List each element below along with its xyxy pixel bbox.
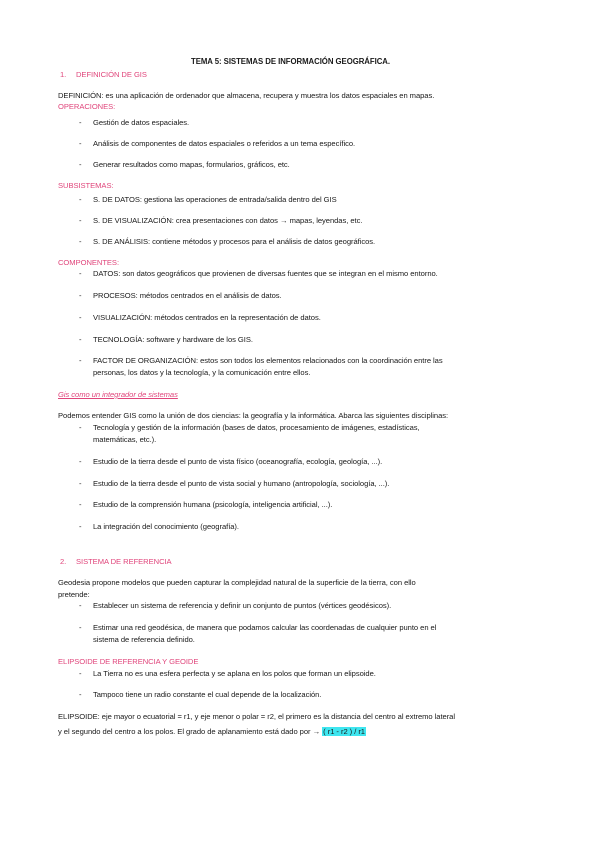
bullet-dash: -: [79, 237, 82, 246]
elipsoide-heading: ELIPSOIDE DE REFERENCIA Y GEOIDE: [58, 657, 199, 666]
integrador-item: Estudio de la tierra desde el punto de vista social y humano (antropología, sociología, ...).: [93, 479, 390, 488]
definition-text: es una aplicación de ordenador que almacena, recupera y muestra los datos espaciales en mapas.: [103, 91, 435, 100]
subsistemas-item: S. DE ANÁLISIS: contiene métodos y procesos para el análisis de datos geográficos.: [93, 237, 376, 246]
bullet-dash: -: [79, 139, 82, 148]
elipsoide-label: ELIPSOIDE:: [58, 712, 100, 721]
section-1-number: 1.: [60, 70, 67, 79]
operaciones-item: Generar resultados como mapas, formularios, gráficos, etc.: [93, 160, 290, 169]
operaciones-item: Gestión de datos espaciales.: [93, 118, 190, 127]
bullet-dash: -: [79, 601, 82, 610]
bullet-dash: -: [79, 195, 82, 204]
elipsoide-item: Tampoco tiene un radio constante el cual depende de la localización.: [93, 690, 322, 699]
integrador-heading: Gis como un integrador de sistemas: [58, 390, 178, 399]
document-title: TEMA 5: SISTEMAS DE INFORMACIÓN GEOGRÁFICA.: [191, 57, 390, 66]
componentes-item: VISUALIZACIÓN: métodos centrados en la representación de datos.: [93, 313, 321, 322]
subsistemas-heading: SUBSISTEMAS:: [58, 181, 114, 190]
integrador-item: La integración del conocimiento (geografía).: [93, 522, 239, 531]
section-2-heading: SISTEMA DE REFERENCIA: [76, 557, 172, 566]
elipsoide-definition: ELIPSOIDE: eje mayor o ecuatorial = r1, y eje menor o polar = r2, el primero es la distancia del centro al extremo lateral: [58, 712, 455, 721]
bullet-dash: -: [79, 457, 82, 466]
bullet-dash: -: [79, 522, 82, 531]
componentes-item-continuation: personas, los datos y la tecnología, y la comunicación entre ellos.: [93, 368, 311, 377]
integrador-intro: Podemos entender GIS como la unión de dos ciencias: la geografía y la informática. Abarca las siguientes disciplinas:: [58, 411, 449, 420]
section-1-heading: DEFINICIÓN DE GIS: [76, 70, 147, 79]
elipsoide-definition-continuation: y el segundo del centro a los polos. El grado de aplanamiento está dado por → ( r1 - r2 ) / r1: [58, 727, 365, 736]
integrador-item: Tecnología y gestión de la información (bases de datos, procesamiento de imágenes, estadísticas,: [93, 423, 420, 432]
bullet-dash: -: [79, 269, 82, 278]
geodesia-intro: Geodesia propone modelos que pueden capturar la complejidad natural de la superficie de la tierra, con ello: [58, 578, 416, 587]
bullet-dash: -: [79, 500, 82, 509]
bullet-dash: -: [79, 423, 82, 432]
operaciones-item: Análisis de componentes de datos espaciales o referidos a un tema específico.: [93, 139, 356, 148]
integrador-item: Estudio de la comprensión humana (psicología, inteligencia artificial, ...).: [93, 500, 333, 509]
integrador-item-continuation: matemáticas, etc.).: [93, 435, 157, 444]
integrador-item: Estudio de la tierra desde el punto de vista físico (oceanografía, ecología, geología, ...).: [93, 457, 383, 466]
operaciones-heading: OPERACIONES:: [58, 102, 116, 111]
bullet-dash: -: [79, 479, 82, 488]
bullet-dash: -: [79, 690, 82, 699]
componentes-item: FACTOR DE ORGANIZACIÓN: estos son todos los elementos relacionados con la coordinación entre las: [93, 356, 443, 365]
componentes-item: PROCESOS: métodos centrados en el análisis de datos.: [93, 291, 282, 300]
definition-paragraph: [58, 91, 434, 101]
componentes-item: TECNOLOGÍA: software y hardware de los GIS.: [93, 335, 253, 344]
componentes-item: DATOS: son datos geográficos que provienen de diversas fuentes que se integran en el mismo entorno.: [93, 269, 438, 278]
bullet-dash: -: [79, 669, 82, 678]
geodesia-item: Establecer un sistema de referencia y definir un conjunto de puntos (vértices geodésicos).: [93, 601, 392, 610]
definition-label: DEFINICIÓN:: [58, 91, 104, 100]
elipsoide-item: La Tierra no es una esfera perfecta y se aplana en los polos que forman un elipsoide.: [93, 669, 376, 678]
bullet-dash: -: [79, 335, 82, 344]
geodesia-intro-continuation: pretende:: [58, 590, 90, 599]
flattening-formula: ( r1 - r2 ) / r1: [323, 727, 365, 736]
componentes-heading: COMPONENTES:: [58, 258, 119, 267]
bullet-dash: -: [79, 313, 82, 322]
bullet-dash: -: [79, 291, 82, 300]
bullet-dash: -: [79, 356, 82, 365]
bullet-dash: -: [79, 623, 82, 632]
bullet-dash: -: [79, 118, 82, 127]
geodesia-item-continuation: sistema de referencia definido.: [93, 635, 195, 644]
bullet-dash: -: [79, 160, 82, 169]
subsistemas-item: S. DE VISUALIZACIÓN: crea presentaciones con datos → mapas, leyendas, etc.: [93, 216, 363, 225]
geodesia-item: Estimar una red geodésica, de manera que podamos calcular las coordenadas de cualquier punto en el: [93, 623, 437, 632]
subsistemas-item: S. DE DATOS: gestiona las operaciones de entrada/salida dentro del GIS: [93, 195, 337, 204]
section-2-number: 2.: [60, 557, 67, 566]
bullet-dash: -: [79, 216, 82, 225]
